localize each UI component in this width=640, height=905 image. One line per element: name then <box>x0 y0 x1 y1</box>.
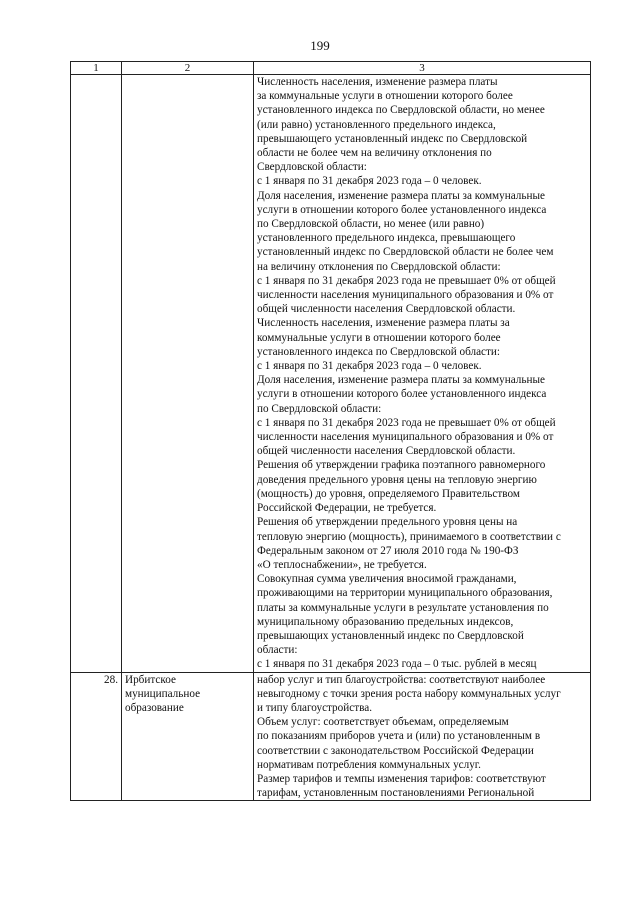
text-line: установленного индекса по Свердловской области: <box>257 345 501 358</box>
text-line: тепловую энергию (мощность), принимаемого в соответствии с <box>257 530 561 543</box>
text-line: и типу благоустройства. <box>257 701 372 714</box>
text-line: (или равно) установленного предельного индекса, <box>257 118 496 131</box>
description-cell <box>254 672 591 801</box>
municipality-name-cell <box>122 75 254 673</box>
text-line: набор услуг и тип благоустройства: соответствуют наиболее <box>257 673 546 686</box>
text-line: Совокупная сумма увеличения вносимой гражданами, <box>257 573 517 586</box>
text-line: платы за коммунальные услуги в результате установления по <box>257 601 549 614</box>
text-line: нормативам потребления коммунальных услуг. <box>257 758 481 771</box>
text-line: по Свердловской области, но менее (или равно) <box>257 218 485 231</box>
text-line: проживающими на территории муниципального образования, <box>257 587 553 600</box>
text-line: с 1 января по 31 декабря 2023 года – 0 человек. <box>257 175 482 188</box>
text-line: за коммунальные услуги в отношении которого более <box>257 90 513 103</box>
municipality-name-cell <box>122 672 254 801</box>
text-line: с 1 января по 31 декабря 2023 года – 0 человек. <box>257 360 482 373</box>
text-line: Ирбитское <box>125 673 176 686</box>
text-line: Численность населения, изменение размера платы <box>257 76 498 88</box>
table-row <box>71 75 591 673</box>
text-line: Свердловской области: <box>257 161 367 174</box>
text-line: доведения предельного уровня цены на тепловую энергию <box>257 473 537 486</box>
row-number-cell: 28. <box>71 672 122 801</box>
text-line: тарифам, установленным постановлениями Региональной <box>257 787 535 800</box>
text-line: численности населения муниципального образования и 0% от <box>257 289 554 302</box>
text-line: превышающих установленный индекс по Свердловской <box>257 629 524 642</box>
text-line: Федеральным законом от 27 июля 2010 года № 190-ФЗ <box>257 544 519 557</box>
column-header-2: 2 <box>122 62 254 75</box>
text-line: соответствии с законодательством Российской Федерации <box>257 744 534 757</box>
text-line: Решения об утверждении предельного уровня цены на <box>257 516 518 529</box>
text-line: установленного индекса по Свердловской области, но менее <box>257 104 545 117</box>
text-line: установленный индекс по Свердловской области не более чем <box>257 246 554 259</box>
text-line: Доля населения, изменение размера платы за коммунальные <box>257 374 545 387</box>
text-line: коммунальные услуги в отношении которого более <box>257 331 501 344</box>
text-line: Российской Федерации, не требуется. <box>257 502 437 515</box>
text-line: области: <box>257 644 298 657</box>
text-line: по Свердловской области: <box>257 402 382 415</box>
text-line: Численность населения, изменение размера платы за <box>257 317 510 330</box>
text-line: по показаниям приборов учета и (или) по установленным в <box>257 730 541 743</box>
text-line: услуги в отношении которого более установленного индекса <box>257 388 547 401</box>
text-line: с 1 января по 31 декабря 2023 года не превышает 0% от общей <box>257 416 556 429</box>
text-line: Объем услуг: соответствует объемам, определяемым <box>257 716 509 729</box>
text-line: Размер тарифов и темпы изменения тарифов: соответствуют <box>257 772 546 785</box>
text-line: образование <box>125 701 184 714</box>
text-line: Решения об утверждении графика поэтапного равномерного <box>257 459 546 472</box>
text-line: установленного предельного индекса, превышающего <box>257 232 516 245</box>
text-line: услуги в отношении которого более установленного индекса <box>257 203 547 216</box>
document-table <box>70 61 591 801</box>
text-line: с 1 января по 31 декабря 2023 года не превышает 0% от общей <box>257 274 556 287</box>
row-number-cell <box>71 75 122 673</box>
text-line: с 1 января по 31 декабря 2023 года – 0 тыс. рублей в месяц <box>257 658 537 671</box>
text-line: (мощность) до уровня, определяемого Правительством <box>257 487 520 500</box>
text-line: Доля населения, изменение размера платы за коммунальные <box>257 189 545 202</box>
description-cell <box>254 75 591 673</box>
text-line: муниципальное <box>125 687 201 700</box>
text-line: области не более чем на величину отклонения по <box>257 147 492 160</box>
text-line: на величину отклонения по Свердловской области: <box>257 260 501 273</box>
text-line: муниципальному образованию предельных индексов, <box>257 615 514 628</box>
table-header-row <box>71 62 591 75</box>
table-row <box>71 672 591 801</box>
text-line: численности населения муниципального образования и 0% от <box>257 431 554 444</box>
text-line: невыгодному с точки зрения роста набору коммунальных услуг <box>257 687 561 700</box>
page-number: 199 <box>310 38 330 53</box>
column-header-3: 3 <box>254 62 591 75</box>
text-line: общей численности населения Свердловской области. <box>257 303 516 316</box>
column-header-1: 1 <box>71 62 122 75</box>
text-line: общей численности населения Свердловской области. <box>257 445 516 458</box>
text-line: «О теплоснабжении», не требуется. <box>257 558 427 571</box>
text-line: превышающего установленный индекс по Свердловской <box>257 132 528 145</box>
